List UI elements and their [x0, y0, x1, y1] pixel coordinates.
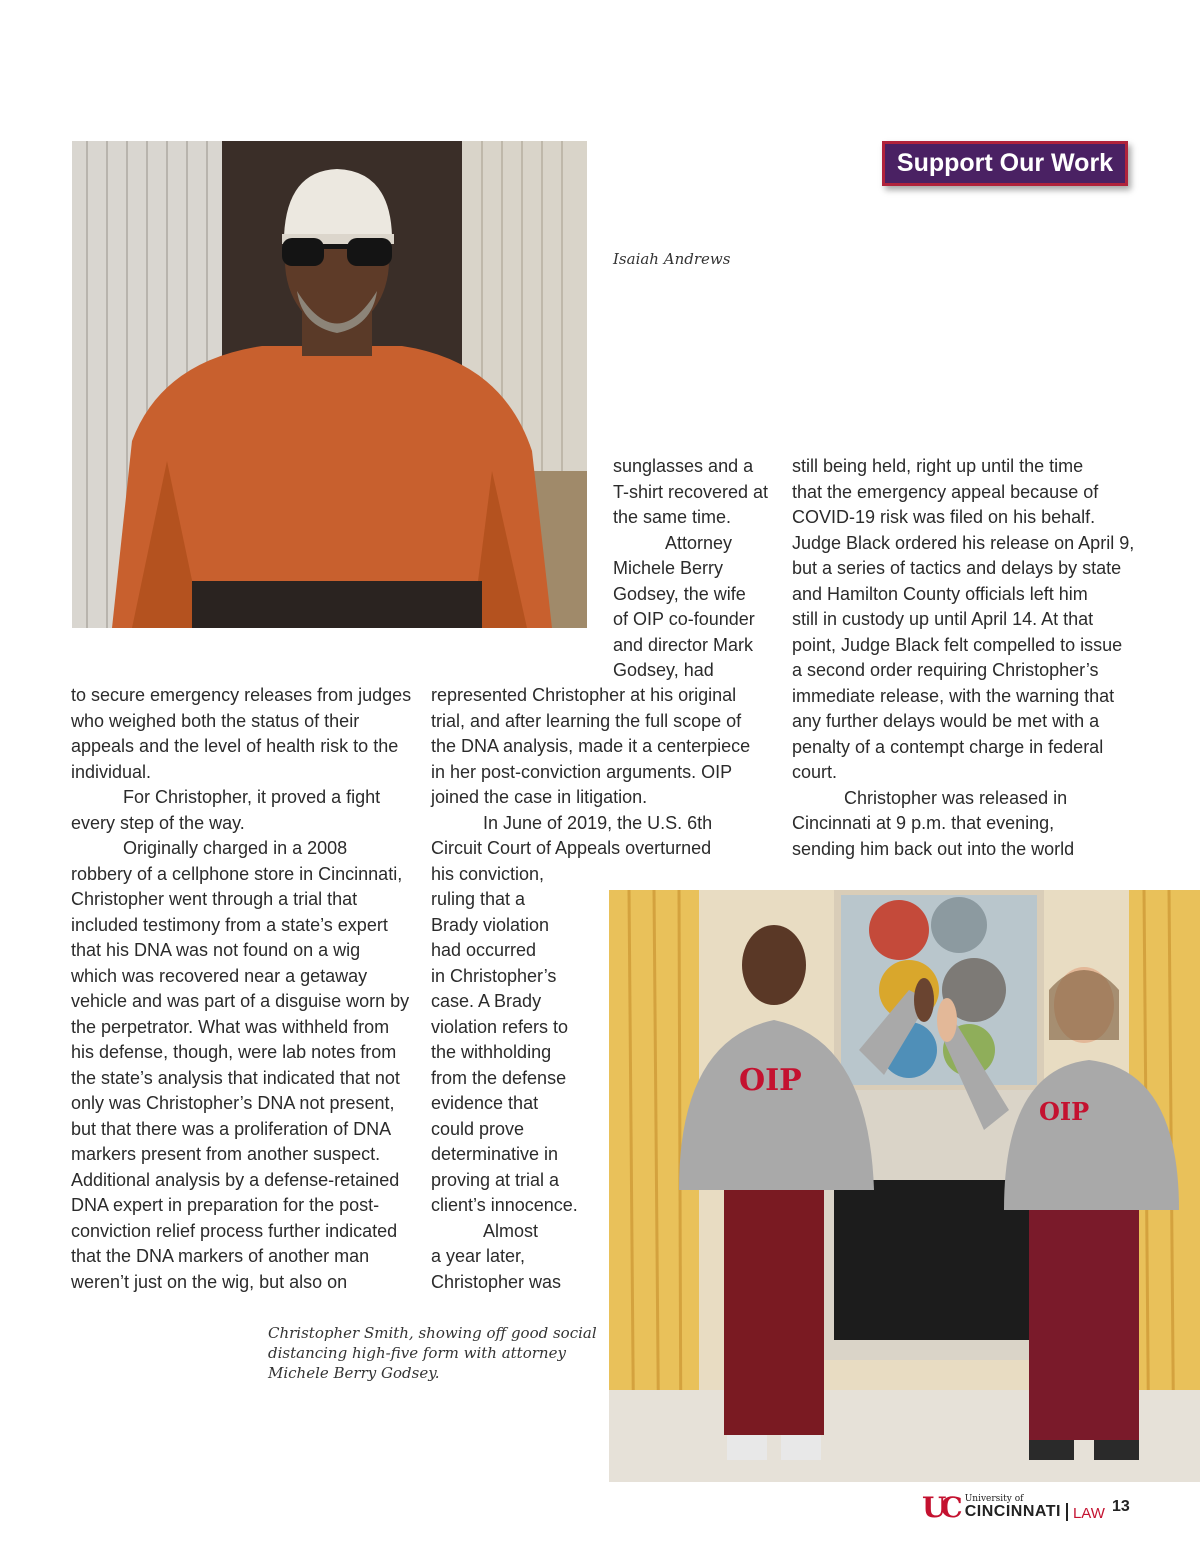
text-line: Originally charged in a 2008 [123, 838, 348, 858]
logo-cincinnati: CINCINNATI [964, 1502, 1061, 1520]
text-line: Godsey, the wife [613, 583, 746, 604]
text-line: the same time. [613, 507, 732, 527]
uc-law-logo [922, 1492, 1105, 1522]
uc-logo-mark-icon: UC [922, 1490, 957, 1524]
caption-line: Michele Berry Godsey. [268, 1364, 440, 1382]
text-line: Attorney [665, 532, 733, 553]
text-line: ruling that a [431, 889, 526, 909]
text-line: a second order requiring Christopher’s [792, 660, 1099, 680]
text-line: but that there was a proliferation of DNA [71, 1118, 392, 1139]
text-line: Michele Berry [613, 558, 724, 578]
text-line: the DNA analysis, made it a centerpiece [431, 736, 751, 756]
text-line: the perpetrator. What was withheld from [71, 1016, 390, 1037]
text-line: markers present from another suspect. [71, 1144, 381, 1164]
text-line: a year later, [431, 1246, 526, 1266]
article-column-3 [792, 454, 1152, 862]
sweatshirt-logo-man: OIP [739, 1063, 802, 1098]
text-line: joined the case in litigation. [431, 787, 648, 807]
photo-isaiah-andrews [72, 141, 587, 628]
text-line: the state’s analysis that indicated that not [71, 1067, 400, 1088]
sweatshirt-logo-woman: OIP [1039, 1097, 1090, 1126]
text-line: and director Mark [613, 634, 754, 655]
text-line: violation refers to [431, 1016, 569, 1037]
logo-law: LAW [1072, 1505, 1105, 1522]
text-line: penalty of a contempt charge in federal [792, 736, 1104, 757]
text-line: from the defense [431, 1067, 567, 1088]
text-line: proving at trial a [431, 1169, 560, 1190]
text-line: appeals and the level of health risk to the [71, 736, 399, 756]
text-line: point, Judge Black felt compelled to issue [792, 634, 1123, 655]
text-line: only was Christopher’s DNA not present, [71, 1093, 395, 1113]
text-line: still in custody up until April 14. At that [792, 609, 1094, 629]
text-line: T-shirt recovered at [613, 481, 769, 502]
text-line: case. A Brady [431, 991, 542, 1011]
text-line: Almost [483, 1220, 539, 1241]
text-line: For Christopher, it proved a fight [123, 787, 381, 807]
text-line: which was recovered near a getaway [71, 965, 368, 986]
text-line: conviction relief process further indicated [71, 1220, 398, 1241]
text-line: any further delays would be met with a [792, 711, 1100, 731]
photo-caption-christopher [268, 1323, 598, 1383]
photo-christopher-smith-godsey [609, 890, 1200, 1482]
text-line: represented Christopher at his original [431, 685, 737, 705]
text-line: his defense, though, were lab notes from [71, 1042, 397, 1062]
text-line: DNA expert in preparation for the post- [71, 1195, 380, 1215]
text-line: Christopher was [431, 1271, 562, 1292]
text-line: determinative in [431, 1144, 559, 1164]
text-line: court. [792, 762, 838, 782]
caption-line: distancing high-five form with attorney [268, 1344, 566, 1362]
caption-line: Christopher Smith, showing off good social [268, 1324, 597, 1342]
support-our-work-button[interactable]: Support Our Work [882, 141, 1128, 186]
text-line: the withholding [431, 1042, 552, 1062]
text-line: Christopher went through a trial that [71, 889, 358, 909]
logo-university-of: University of [964, 1493, 1024, 1504]
text-line: and Hamilton County officials left him [792, 583, 1088, 604]
text-line: trial, and after learning the full scope of [431, 710, 742, 731]
text-line: In June of 2019, the U.S. 6th [483, 812, 713, 833]
text-line: had occurred [431, 940, 537, 960]
text-line: of OIP co-founder [613, 609, 755, 629]
text-line: included testimony from a state’s expert [71, 914, 388, 935]
text-line: still being held, right up until the time [792, 456, 1084, 476]
text-line: that the DNA markers of another man [71, 1246, 370, 1266]
article-column-2-top [613, 454, 778, 684]
text-line: individual. [71, 761, 152, 782]
text-line: COVID-19 risk was filed on his behalf. [792, 507, 1096, 527]
logo-divider [1066, 1503, 1068, 1521]
text-line: Brady violation [431, 914, 550, 935]
text-line: weren’t just on the wig, but also on [71, 1271, 348, 1292]
page-number: 13 [1112, 1498, 1130, 1515]
text-line: his conviction, [431, 863, 545, 884]
text-line: but a series of tactics and delays by state [792, 558, 1122, 578]
text-line: immediate release, with the warning that [792, 685, 1115, 706]
text-line: Godsey, had [613, 660, 714, 680]
text-line: client’s innocence. [431, 1195, 578, 1215]
text-line: sending him back out into the world [792, 838, 1075, 859]
text-line: Additional analysis by a defense-retained [71, 1169, 400, 1190]
photo-caption-isaiah: Isaiah Andrews [613, 250, 731, 268]
text-line: to secure emergency releases from judges [71, 685, 412, 705]
text-line: evidence that [431, 1093, 539, 1113]
article-column-1 [71, 683, 416, 1295]
text-line: Circuit Court of Appeals overturned [431, 838, 712, 858]
text-line: Christopher was released in [844, 787, 1068, 808]
text-line: that his DNA was not found on a wig [71, 940, 361, 960]
text-line: sunglasses and a [613, 456, 754, 476]
text-line: in her post-conviction arguments. OIP [431, 761, 733, 782]
text-line: could prove [431, 1118, 525, 1139]
text-line: Judge Black ordered his release on April 9, [792, 532, 1135, 553]
text-line: robbery of a cellphone store in Cincinnati, [71, 863, 403, 884]
text-line: who weighed both the status of their [71, 710, 360, 731]
text-line: in Christopher’s [431, 965, 557, 986]
text-line: Cincinnati at 9 p.m. that evening, [792, 813, 1055, 833]
text-line: that the emergency appeal because of [792, 481, 1099, 502]
text-line: vehicle and was part of a disguise worn by [71, 991, 410, 1011]
text-line: every step of the way. [71, 812, 245, 833]
